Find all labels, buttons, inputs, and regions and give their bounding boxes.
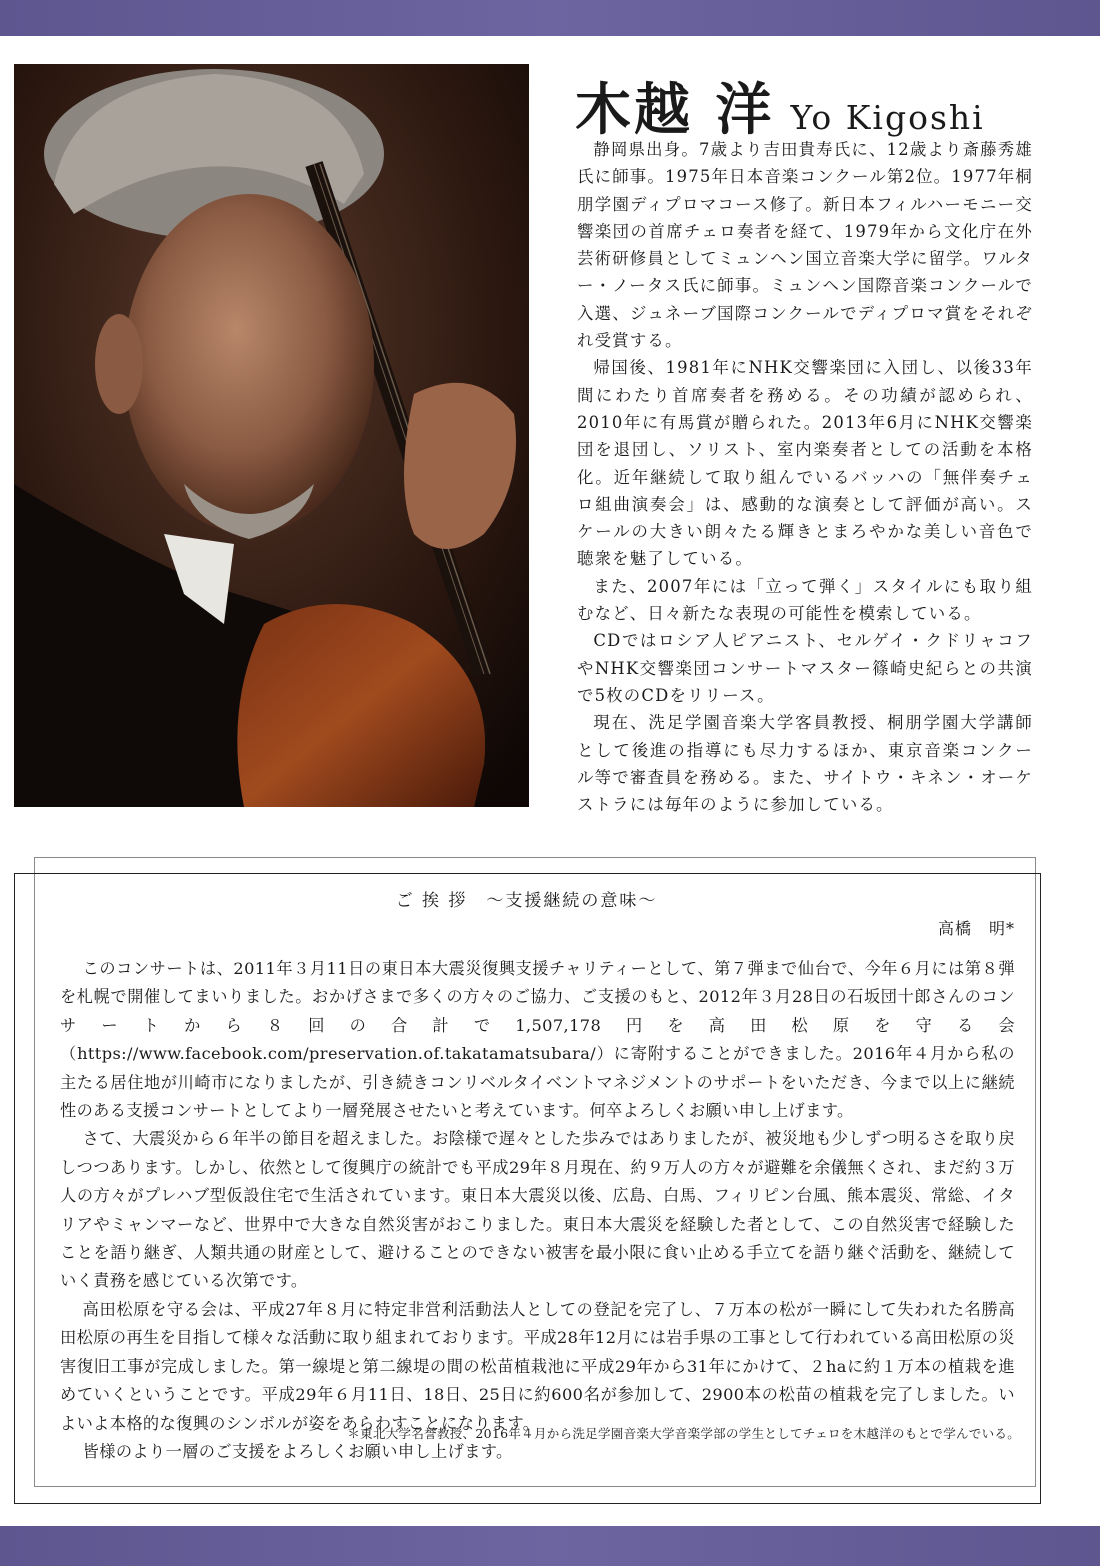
cellist-photo <box>14 64 529 807</box>
greeting-title: ご 挨 拶 ～支援継続の意味～ <box>395 891 658 911</box>
author-footnote: ＊東北大学名誉教授、2016年４月から洗足学園音楽大学音楽学部の学生としてチェロを木越洋のもとで学んでいる。 <box>347 1426 1020 1441</box>
bio-paragraph: 静岡県出身。7歳より吉田貴寿氏に、12歳より斎藤秀雄氏に師事。1975年日本音楽コンクール第2位。1977年桐朋学園ディプロマコース修了。新日本フィルハーモニー交響楽団の首席チェロ奏者を経て、1979年から文化庁在外芸術研修員としてミュンヘン国立音楽大学に留学。ワルター・ノータス氏に師事。ミュンヘン国際音楽コンクールで入選、ジュネーブ国際コンクールでディプロマ賞をそれぞれ受賞する。 <box>577 140 1033 351</box>
greeting-author: 高橋 明* <box>937 919 1015 938</box>
artist-name-heading <box>575 66 1075 143</box>
greeting-paragraph: このコンサートは、2011年３月11日の東日本大震災復興支援チャリティーとして、第７弾まで仙台で、今年６月には第８弾を札幌で開催してまいりました。おかげさまで多くの方々のご協力、ご支援のもと、2012年３月28日の石坂団十郎さんのコンサートから８回の合計で1,507,178円を高田松原を守る会（https://www.facebook.com/preservation.of.takatamatsubara/）に寄附することができました。2016年４月から私の主たる居住地が川崎市になりましたが、引き続きコンリベルタイベントマネジメントのサポートをいただき、今まで以上に継続性のある支援コンサートとしてより一層発展させたいと考えています。何卒よろしくお願い申し上げます。 <box>60 959 1015 1121</box>
greeting-body <box>60 955 1015 1466</box>
bottom-color-band <box>0 1526 1100 1566</box>
artist-name-english: Yo Kigoshi <box>790 98 985 137</box>
greeting-paragraph: 皆様のより一層のご支援をよろしくお願い申し上げます。 <box>82 1441 513 1461</box>
top-color-band <box>0 0 1100 36</box>
bio-paragraph: 現在、洗足学園音楽大学客員教授、桐朋学園大学講師として後進の指導にも尽力するほか、東京音楽コンクール等で審査員を務める。また、サイトウ・キネン・オーケストラには毎年のように参加している。 <box>577 713 1033 815</box>
artist-biography <box>577 136 1033 818</box>
bio-paragraph: CDではロシア人ピアニスト、セルゲイ・クドリャコフやNHK交響楽団コンサートマスター篠崎史紀らとの共演で5枚のCDをリリース。 <box>577 631 1033 705</box>
bio-paragraph: 帰国後、1981年にNHK交響楽団に入団し、以後33年間にわたり首席奏者を務める。その功績が認められ、2010年に有馬賞が贈られた。2013年6月にNHK交響楽団を退団し、ソリスト、室内楽奏者としての活動を本格化。近年継続して取り組んでいるバッハの「無伴奏チェロ組曲演奏会」は、感動的な演奏として評価が高い。スケールの大きい朗々たる輝きとまろやかな美しい音色で聴衆を魅了している。 <box>577 358 1033 569</box>
greeting-paragraph: さて、大震災から６年半の節目を超えました。お陰様で遅々とした歩みではありましたが、被災地も少しずつ明るさを取り戻しつつあります。しかし、依然として復興庁の統計でも平成29年８月現在、約９万人の方々が避難を余儀無くされ、まだ約３万人の方々がプレハブ型仮設住宅で生活されています。東日本大震災以後、広島、白馬、フィリピン台風、熊本震災、常総、イタリアやミャンマーなど、世界中で大きな自然災害がおこりました。東日本大震災を経験した者として、この自然災害で経験したことを語り継ぎ、人類共通の財産として、避けることのできない被害を最小限に食い止める手立てを語り継ぐ活動を、継続していく責務を感じている次第です。 <box>60 1129 1015 1291</box>
greeting-paragraph: 高田松原を守る会は、平成27年８月に特定非営利活動法人としての登記を完了し、７万本の松が一瞬にして失われた名勝高田松原の再生を目指して様々な活動に取り組まれております。平成28年12月には岩手県の工事として行われている高田松原の災害復旧工事が完成しました。第一線堤と第二線堤の間の松苗植栽池に平成29年から31年にかけて、２haに約１万本の植栽を進めていくということです。平成29年６月11日、18日、25日に約600名が参加して、2900本の松苗の植栽を完了しました。いよいよ本格的な復興のシンボルが姿をあらわすことになります。 <box>60 1299 1015 1433</box>
bio-paragraph: また、2007年には「立って弾く」スタイルにも取り組むなど、日々新たな表現の可能性を模索している。 <box>577 576 1033 624</box>
artist-name-japanese: 木越 洋 <box>575 77 775 143</box>
